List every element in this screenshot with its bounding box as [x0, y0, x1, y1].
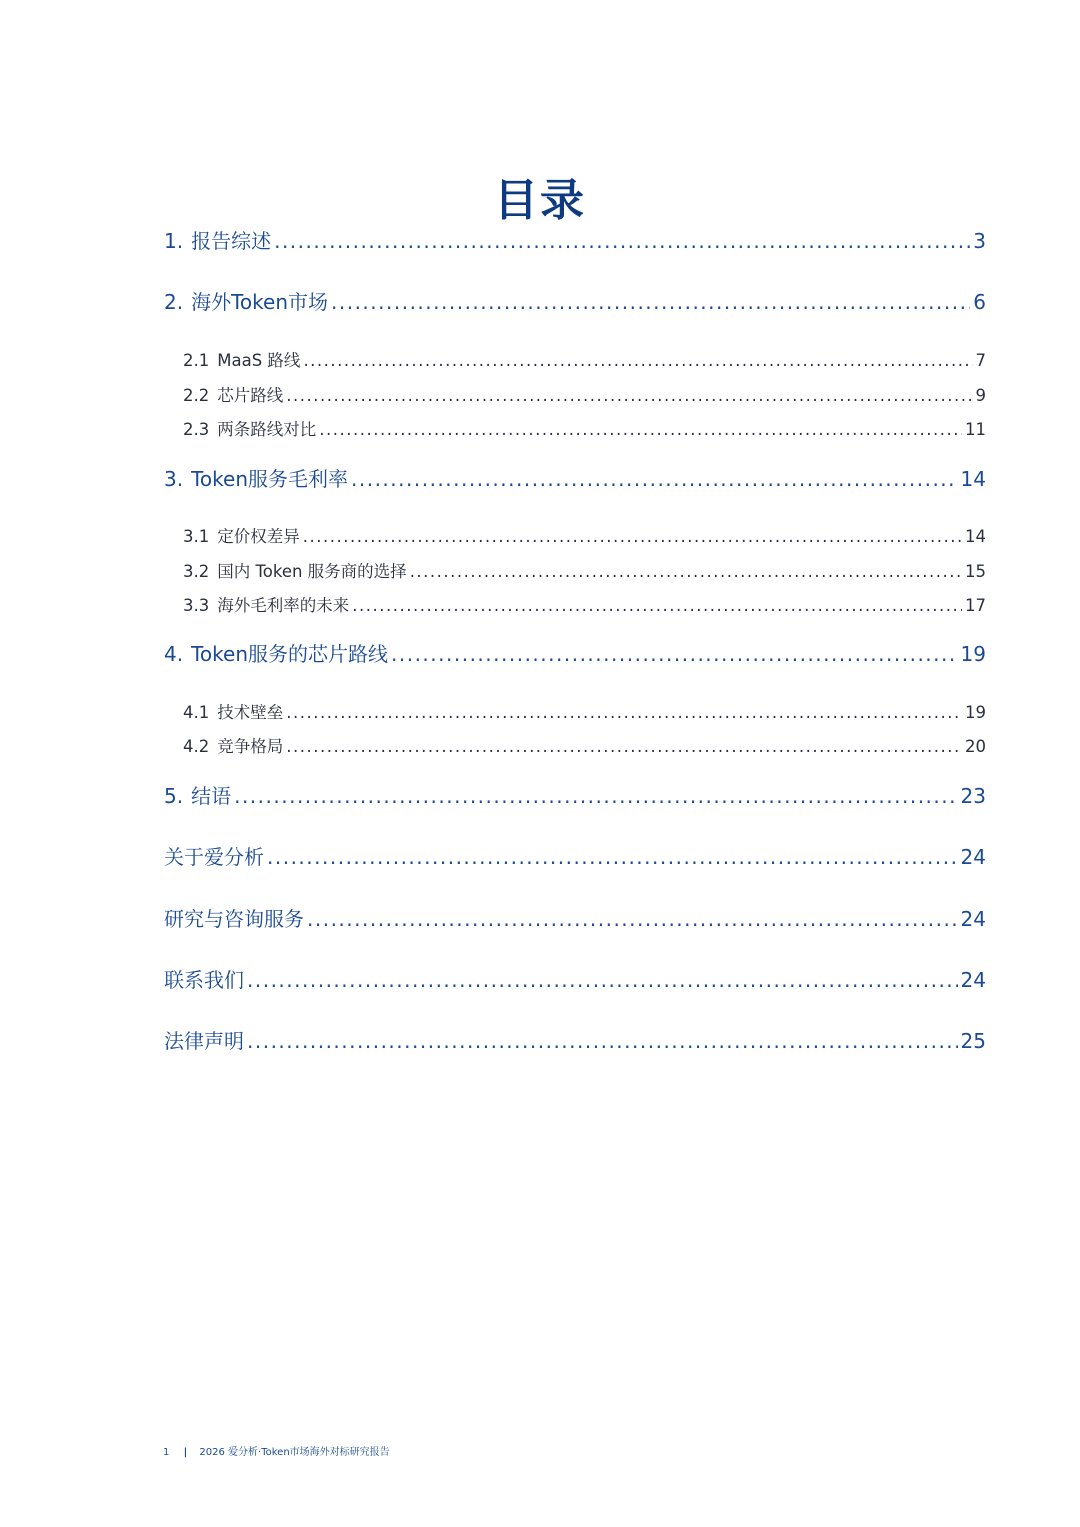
toc-entry[interactable]: [164, 288, 986, 316]
toc-dot-leader: [307, 905, 958, 933]
toc-entry-number: 4.1: [183, 703, 210, 722]
toc-dot-leader: [331, 288, 970, 316]
toc-entry-label: 结语: [191, 784, 232, 808]
toc-entry-label: 关于爱分析: [164, 845, 264, 869]
toc-entry[interactable]: [164, 905, 986, 933]
toc-entry-page: 17: [965, 596, 986, 615]
toc-dot-leader: [319, 418, 962, 442]
toc-dot-leader: [247, 966, 958, 994]
toc-entry-page: 3: [973, 229, 986, 253]
toc-dot-leader: [286, 384, 972, 408]
toc-entry-page: 7: [975, 351, 986, 370]
footer-separator: |: [183, 1447, 188, 1458]
toc-entry-number: 2.3: [183, 420, 210, 439]
toc-dot-leader: [247, 1027, 958, 1055]
toc-entry[interactable]: [164, 640, 986, 668]
toc-subentry[interactable]: [183, 735, 986, 759]
toc-entry-page: 24: [960, 845, 986, 869]
toc-entry-page: 14: [960, 467, 986, 491]
toc-entry-page: 19: [965, 703, 986, 722]
footer-report-title: 2026 爱分析·Token市场海外对标研究报告: [199, 1447, 390, 1458]
toc-entry-label: 联系我们: [164, 968, 244, 992]
toc-entry-label: 国内 Token 服务商的选择: [217, 562, 407, 581]
toc-entry-number: 2.: [164, 290, 184, 314]
toc-dot-leader: [286, 701, 962, 725]
toc-dot-leader: [391, 640, 958, 668]
toc-dot-leader: [351, 465, 958, 493]
toc-entry-label: 技术壁垒: [217, 703, 284, 722]
toc-subentry[interactable]: [183, 594, 986, 618]
toc-entry-label: 报告综述: [191, 229, 272, 253]
toc-entry[interactable]: [164, 465, 986, 493]
toc-entry-label: 定价权差异: [217, 527, 300, 546]
toc-dot-leader: [303, 525, 962, 549]
toc-entry[interactable]: [164, 227, 986, 255]
footer-page-number: 1: [163, 1447, 170, 1458]
toc-dot-leader: [303, 349, 972, 373]
toc-entry[interactable]: [164, 966, 986, 994]
toc-subentry[interactable]: [183, 560, 986, 584]
toc-entry[interactable]: [164, 843, 986, 871]
toc-entry-label: 海外Token市场: [191, 290, 328, 314]
toc-entry-label: 竞争格局: [217, 737, 284, 756]
toc-entry-number: 4.2: [183, 737, 210, 756]
toc-entry-number: 2.2: [183, 386, 210, 405]
toc-entry-label: 海外毛利率的未来: [217, 596, 350, 615]
toc-entry-page: 15: [965, 562, 986, 581]
toc-entry-label: Token服务的芯片路线: [191, 642, 388, 666]
toc-entry-label: Token服务毛利率: [191, 467, 348, 491]
page-title: 目录: [494, 175, 586, 227]
page-footer: [163, 1446, 390, 1460]
toc-entry-page: 20: [965, 737, 986, 756]
toc-dot-leader: [352, 594, 962, 618]
toc-subentry[interactable]: [183, 525, 986, 549]
toc-entry-label: 芯片路线: [217, 386, 284, 405]
toc-entry-number: 3.: [164, 467, 184, 491]
toc-entry-page: 24: [960, 907, 986, 931]
toc-entry-label: 研究与咨询服务: [164, 907, 304, 931]
toc-dot-leader: [286, 735, 962, 759]
toc-entry-page: 19: [960, 642, 986, 666]
toc-entry-page: 25: [960, 1029, 986, 1053]
toc-entry-page: 14: [965, 527, 986, 546]
toc-entry-label: MaaS 路线: [217, 351, 301, 370]
toc-subentry[interactable]: [183, 349, 986, 373]
toc-entry-label: 两条路线对比: [217, 420, 317, 439]
toc-dot-leader: [410, 560, 962, 584]
toc-dot-leader: [234, 782, 957, 810]
toc-dot-leader: [267, 843, 958, 871]
toc-entry-number: 2.1: [183, 351, 210, 370]
toc-entry[interactable]: [164, 782, 986, 810]
toc-entry-page: 6: [973, 290, 986, 314]
toc-entry-number: 4.: [164, 642, 184, 666]
toc-entry-page: 9: [975, 386, 986, 405]
toc-entry-label: 法律声明: [164, 1029, 244, 1053]
toc-entry-number: 1.: [164, 229, 184, 253]
toc-entry-page: 24: [960, 968, 986, 992]
toc-subentry[interactable]: [183, 418, 986, 442]
toc-entry[interactable]: [164, 1027, 986, 1055]
toc-dot-leader: [274, 227, 970, 255]
toc-entry-page: 23: [960, 784, 986, 808]
toc-entry-number: 3.1: [183, 527, 210, 546]
toc-subentry[interactable]: [183, 384, 986, 408]
toc-entry-page: 11: [965, 420, 986, 439]
toc-entry-number: 3.2: [183, 562, 210, 581]
toc-entry-number: 3.3: [183, 596, 210, 615]
toc-subentry[interactable]: [183, 701, 986, 725]
toc-entry-number: 5.: [164, 784, 184, 808]
